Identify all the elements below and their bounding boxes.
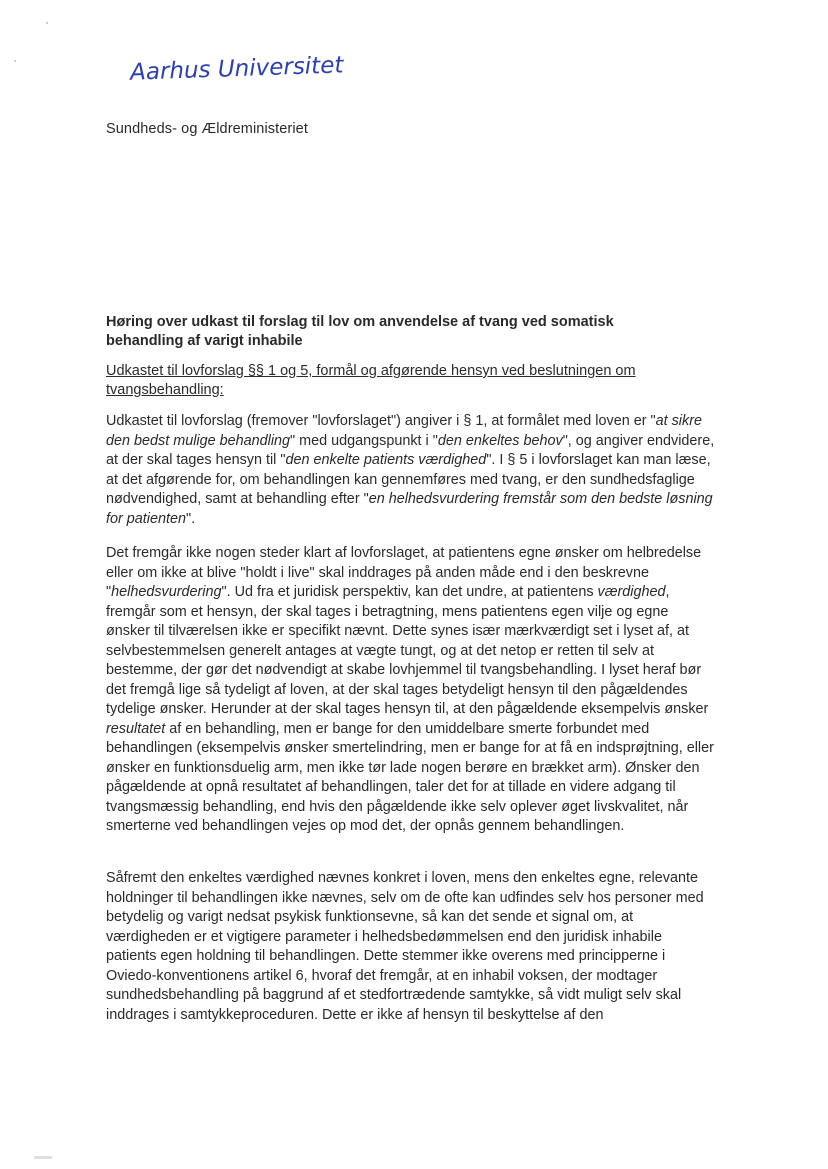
scan-speck bbox=[46, 22, 48, 24]
scan-speck bbox=[34, 1156, 52, 1159]
paragraph-1: Udkastet til lovforslag (fremover "lovforslaget") angiver i § 1, at formålet med loven er "at sikre den bedst mulige behandling" med udgangspunkt i "den enkeltes behov", og angiver endvidere, at der skal tages hensyn til "den enkelte patients værdighed". I § 5 i lovforslaget kan man læse, at det afgørende for, om behandlingen kan gennemføres med tvang, er den sundhedsfaglige nødvendighed, samt at behandling efter "en helhedsvurdering fremstår som den bedste løsning for patienten". bbox=[106, 413, 715, 527]
recipient-ministry: Sundheds- og Ældreministeriet bbox=[106, 121, 308, 137]
paragraph-2: Det fremgår ikke nogen steder klart af lovforslaget, at patientens egne ønsker om helbredelse eller om ikke at blive "holdt i live" skal inddrages på anden måde end i den beskrevne "helhedsvurdering". Ud fra et juridisk perspektiv, kan det undre, at patientens værdighed, fremgår som et hensyn, der skal tages i betragtning, mens patientens egen vilje og egne ønsker til tilværelsen ikke er specifikt nævnt. Dette synes især mærkværdigt set i lyset af, at selvbestemmelsen generelt antages at vægte tungt, og at det netop er retten til selv at bestemme, der gør det nødvendigt at skabe lovhjemmel til tvangsbehandling. I lyset heraf bør det fremgå lige så tydeligt af loven, at der skal tages betydeligt hensyn til den pågældendes tydelige ønsker. Herunder at der skal tages hensyn til, at den pågældende eksempelvis ønsker resultatet af en behandling, men er bange for den umiddelbare smerte forbundet med behandlingen (eksempelvis ønsker smertelindring, men er bange for at få en indsprøjtning, eller ønsker en funktionsduelig arm, men ikke tør lade nogen berøre en brækket arm). Ønsker den pågældende at opnå resultatet af behandlingen, taler det for at tillade en videre adgang til tvangsmæssig behandling, end hvis den pågældende ikke selv oplever øget livskvalitet, når smerterne ved behandlingen vejes op mod det, der opnås gennem behandlingen. bbox=[106, 545, 714, 834]
document-title bbox=[106, 313, 666, 351]
paragraph-3: Såfremt den enkeltes værdighed nævnes konkret i loven, mens den enkeltes egne, relevante holdninger til behandlingen ikke nævnes, selv om de ofte kan udfindes selv hos personer med betydelig og varigt nedsat psykisk funktionsevne, så kan det sende et signal om, at værdigheden er et vigtigere parameter i helhedsbedømmelsen end den juridisk inhabile patients egen holdning til behandlingen. Dette stemmer ikke overens med principperne i Oviedo-konventionens artikel 6, hvoraf det fremgår, at en inhabil voksen, der modtager sundhedsbehandling på baggrund af et stedfortrædende samtykke, så vidt muligt selv skal inddrages i samtykkeproceduren. Dette er ikke af hensyn til beskyttelse af den bbox=[106, 870, 704, 1023]
section-heading-line-2: tvangsbehandling: bbox=[106, 382, 224, 398]
svg-text:Aarhus Universitet: Aarhus Universitet bbox=[129, 52, 344, 86]
title-line-1: Høring over udkast til forslag til lov om anvendelse af tvang ved somatisk bbox=[106, 314, 614, 330]
section-heading bbox=[106, 362, 666, 400]
scan-speck bbox=[14, 60, 16, 62]
title-line-2: behandling af varigt inhabile bbox=[106, 333, 303, 349]
section-heading-line-1: Udkastet til lovforslag §§ 1 og 5, formål og afgørende hensyn ved beslutningen om bbox=[106, 363, 636, 379]
aarhus-universitet-handwritten-logo bbox=[128, 46, 358, 88]
